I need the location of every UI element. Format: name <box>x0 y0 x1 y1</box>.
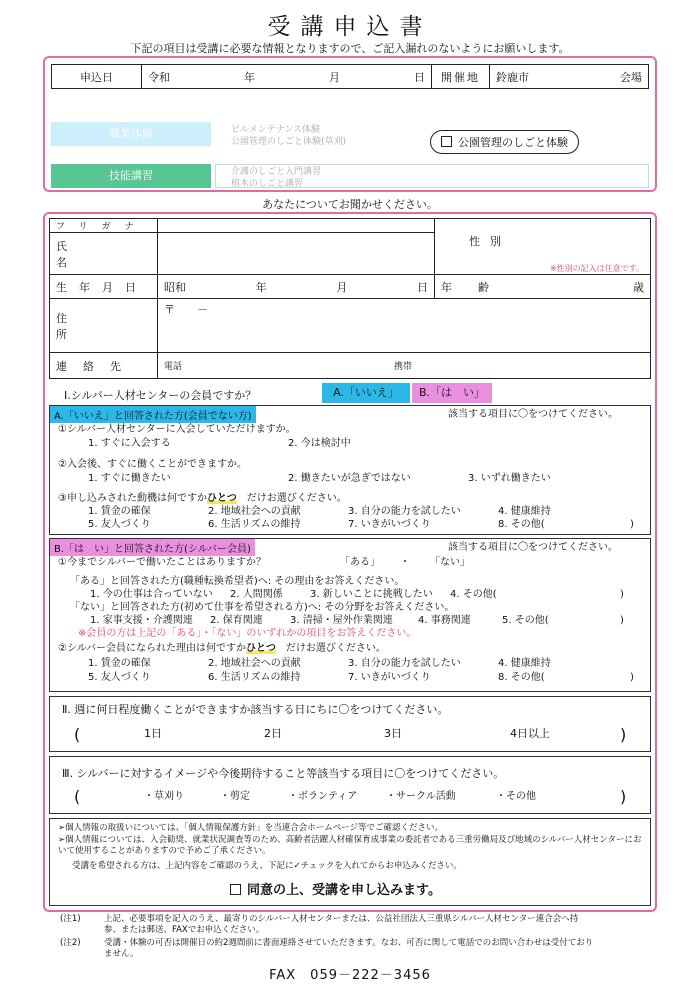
section-b-q2: ②シルバー会員になられた理由は何ですかひとつ だけお選びください。 <box>58 643 386 654</box>
section-a-heading: A.「いいえ」と回答された方(会員でない方) <box>50 406 256 423</box>
mobile-label: 携帯 <box>394 362 413 372</box>
lead-text: 下記の項目は受講に必要な情報となりますので、ご記入漏れのないようにお願いします。 <box>130 42 570 55</box>
venue-field[interactable]: 鈴鹿市 会場 <box>490 65 649 89</box>
section-a-q1: ①シルバー人材センターに入会していただけますか。 <box>58 424 296 435</box>
agree-checkbox-icon[interactable] <box>230 884 241 895</box>
section-b-note: ※会員の方は上記の「ある」・「ない」のいずれかの項目をお答えください。 <box>78 628 417 639</box>
category-skill-training: 技能講習 <box>51 164 211 188</box>
section-a-q1-options[interactable]: 1. すぐに入会する 2. 今は検討中 <box>88 438 351 449</box>
application-box <box>43 56 657 192</box>
privacy-line-3: 受講を希望される方は、上記内容をご確認のうえ、下記に✓チェックを入れてからお申込みください。 <box>72 861 462 871</box>
faded-option-1: ビルメンテナンス体験 <box>231 125 321 135</box>
birth-label: 生年月日 <box>50 275 158 299</box>
section-b-heading: B.「は い」と回答された方(シルバー会員) <box>50 539 255 556</box>
category-job-experience: 職業体験 <box>51 122 211 146</box>
checkbox-icon <box>441 136 452 147</box>
section-a-q2-options[interactable]: 1. すぐに働きたい 2. 働きたいが急ぎではない 3. いずれ働きたい <box>88 473 551 484</box>
section-b-aru-options[interactable]: 1. 今の仕事は合っていない 2. 人間関係 3. 新しいことに挑戦したい 4. その他( ) <box>90 589 624 600</box>
phone-label: 電話 <box>164 362 183 372</box>
faded-option-2: 公園管理のしごと体験(草刈) <box>231 137 347 147</box>
birth-field[interactable]: 昭和 年 月 日 <box>158 275 435 299</box>
note-1-label: (注1) <box>60 914 81 924</box>
privacy-line-1: ➢個人情報の取扱いについては、「個人情報保護方針」を当連合会ホームページ等でご確認ください。 <box>58 823 444 833</box>
days-options[interactable]: ( 1日 2日 3日 4日以上 ) <box>74 725 627 744</box>
age-field[interactable]: 年齢 歳 <box>435 275 651 299</box>
privacy-line-2: ➢個人情報については、入会勧奨、就業状況調査等のため、高齢者活躍人材確保育成事業の委託者である三重労働局及び地域のシルバー人材センターにおいて使用することがありますので予めご了承ください。 <box>58 835 642 856</box>
contact-label: 連絡先 <box>50 353 158 379</box>
note-2-text: 受講・体験の可否は開催日の約2週間前に書面連絡させていただきます。なお、可否に関して電話でのお問い合わせは受付ておりません。 <box>104 938 594 959</box>
venue-label: 開催地 <box>432 65 490 89</box>
section-b-q2-row2[interactable]: 5. 友人づくり 6. 生活リズムの維持 7. いきがいづくり 8. その他( ) <box>88 672 634 683</box>
faded-option-4: 植木のしごと講習 <box>231 179 304 189</box>
furigana-label: フリガナ <box>50 219 158 233</box>
gender-field[interactable]: 性別 ※性別の記入は任意です。 <box>435 219 651 275</box>
section-b-instruction: 該当する項目に〇をつけてください。 <box>448 542 618 553</box>
section-a-q3: ③申し込みされた動機は何ですかひとつ だけお選びください。 <box>58 493 347 504</box>
section-b-nai-options[interactable]: 1. 家事支援・介護関連 2. 保育関連 3. 清掃・屋外作業関連 4. 事務関連 5. その他( ) <box>90 615 624 626</box>
section-a-q2: ②入会後、すぐに働くことができますか。 <box>58 459 247 470</box>
image-section-box <box>49 756 651 814</box>
image-question: Ⅲ. シルバーに対するイメージや今後期待すること等該当する項目に〇をつけてください。 <box>62 767 505 780</box>
section-a-q3-row1[interactable]: 1. 賃金の確保 2. 地域社会への貢献 3. 自分の能力を試したい 4. 健康維持 <box>88 506 551 517</box>
section-b-aru: 「ある」と回答された方(職種転換希望者)へ: その理由をお答えください。 <box>70 576 405 587</box>
faded-option-3: 介護のしごと入門講習 <box>231 167 322 177</box>
note-2-label: (注2) <box>60 938 81 948</box>
fax-number: FAX 059－222－3456 <box>269 968 431 983</box>
selected-course-option[interactable]: 公園管理のしごと体験 <box>430 130 579 154</box>
date-label: 申込日 <box>52 65 142 89</box>
section-a-q3-row2[interactable]: 5. 友人づくり 6. 生活リズムの維持 7. いきがいづくり 8. その他( ) <box>88 519 634 530</box>
answer-a-tag[interactable]: A.「いいえ」 <box>322 383 410 403</box>
form-title: 受講申込書 <box>267 14 433 40</box>
privacy-section-box <box>49 818 651 906</box>
member-question: Ⅰ.シルバー人材センターの会員ですか？ <box>64 389 257 402</box>
agree-checkbox-row[interactable]: 同意の上、受講を申し込みます。 <box>230 879 441 898</box>
days-question: Ⅱ. 週に何日程度働くことができますか該当する日にちに〇をつけてください。 <box>62 703 449 716</box>
answer-b-tag[interactable]: B.「は い」 <box>412 383 492 403</box>
section-a-box <box>49 405 651 535</box>
image-options[interactable]: ( ・草刈り ・剪定 ・ボランティア ・サークル活動 ・その他 ) <box>74 787 627 806</box>
address-label: 住所 <box>50 299 158 353</box>
section-b-q2-row1[interactable]: 1. 賃金の確保 2. 地域社会への貢献 3. 自分の能力を試したい 4. 健康維持 <box>88 658 551 669</box>
furigana-field[interactable] <box>158 219 435 233</box>
days-section-box <box>49 696 651 752</box>
about-heading: あなたについてお聞かせください。 <box>262 198 438 211</box>
application-table <box>51 64 649 89</box>
section-a-instruction: 該当する項目に〇をつけてください。 <box>448 409 618 420</box>
section-b-q1: ①今までシルバーで働いたことはありますか？ 「ある」 ・ 「ない」 <box>58 557 470 568</box>
name-label: 氏名 <box>50 233 158 275</box>
date-field[interactable]: 令和 年 月 日 <box>142 65 432 89</box>
section-b-box <box>49 538 651 692</box>
section-b-nai: 「ない」と回答された方(初めて仕事を希望される方)へ: その分野をお答えください。 <box>70 602 455 613</box>
address-field[interactable]: 〒 － <box>158 299 651 353</box>
contact-field[interactable] <box>158 353 651 379</box>
note-1-text: 上記、必要事項を記入のうえ、最寄りのシルバー人材センターまたは、公益社団法人三重県シルバー人材センター連合会へ持参、または郵送、FAXでお申込ください。 <box>104 914 579 935</box>
personal-info-table <box>49 218 651 379</box>
name-field[interactable] <box>158 233 435 275</box>
